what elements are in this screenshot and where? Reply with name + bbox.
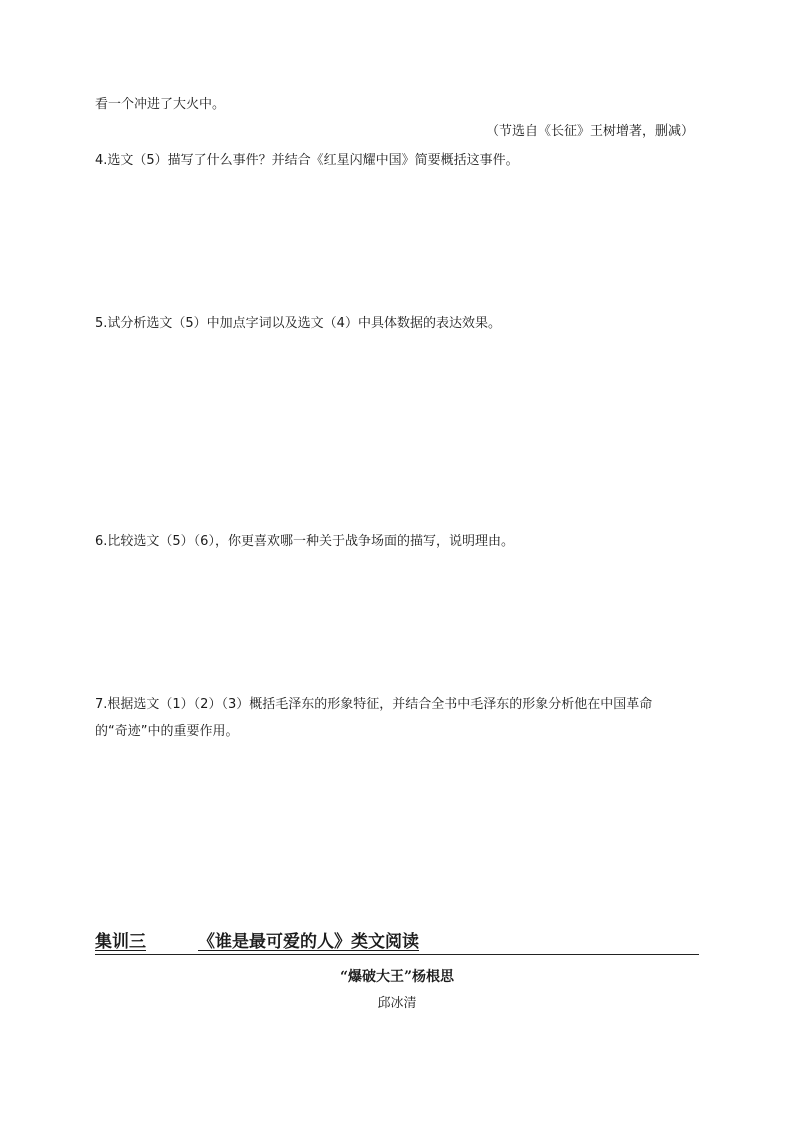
section-title: 《谁是最可爱的人》类文阅读 <box>198 932 419 952</box>
section-header <box>95 930 699 955</box>
question-5: 5.试分析选文（5）中加点字词以及选文（4）中具体数据的表达效果。 <box>95 316 501 331</box>
question-7-line-2: 的“奇迹”中的重要作用。 <box>95 724 239 739</box>
article-title: “爆破大王”杨根思 <box>339 969 455 985</box>
question-6: 6.比较选文（5）（6），你更喜欢哪一种关于战争场面的描写，说明理由。 <box>95 534 514 549</box>
article-author: 邱冰清 <box>377 996 417 1011</box>
passage-end-line: 看一个冲进了大火中。 <box>95 97 226 112</box>
question-4: 4.选文（5）描写了什么事件？并结合《红星闪耀中国》简要概括这事件。 <box>95 153 519 168</box>
source-attribution: （节选自《长征》王树增著，删减） <box>485 124 694 139</box>
section-label: 集训三 <box>95 932 146 952</box>
question-7-line-1: 7.根据选文（1）（2）（3）概括毛泽东的形象特征，并结合全书中毛泽东的形象分析他在中国革命 <box>95 697 653 712</box>
